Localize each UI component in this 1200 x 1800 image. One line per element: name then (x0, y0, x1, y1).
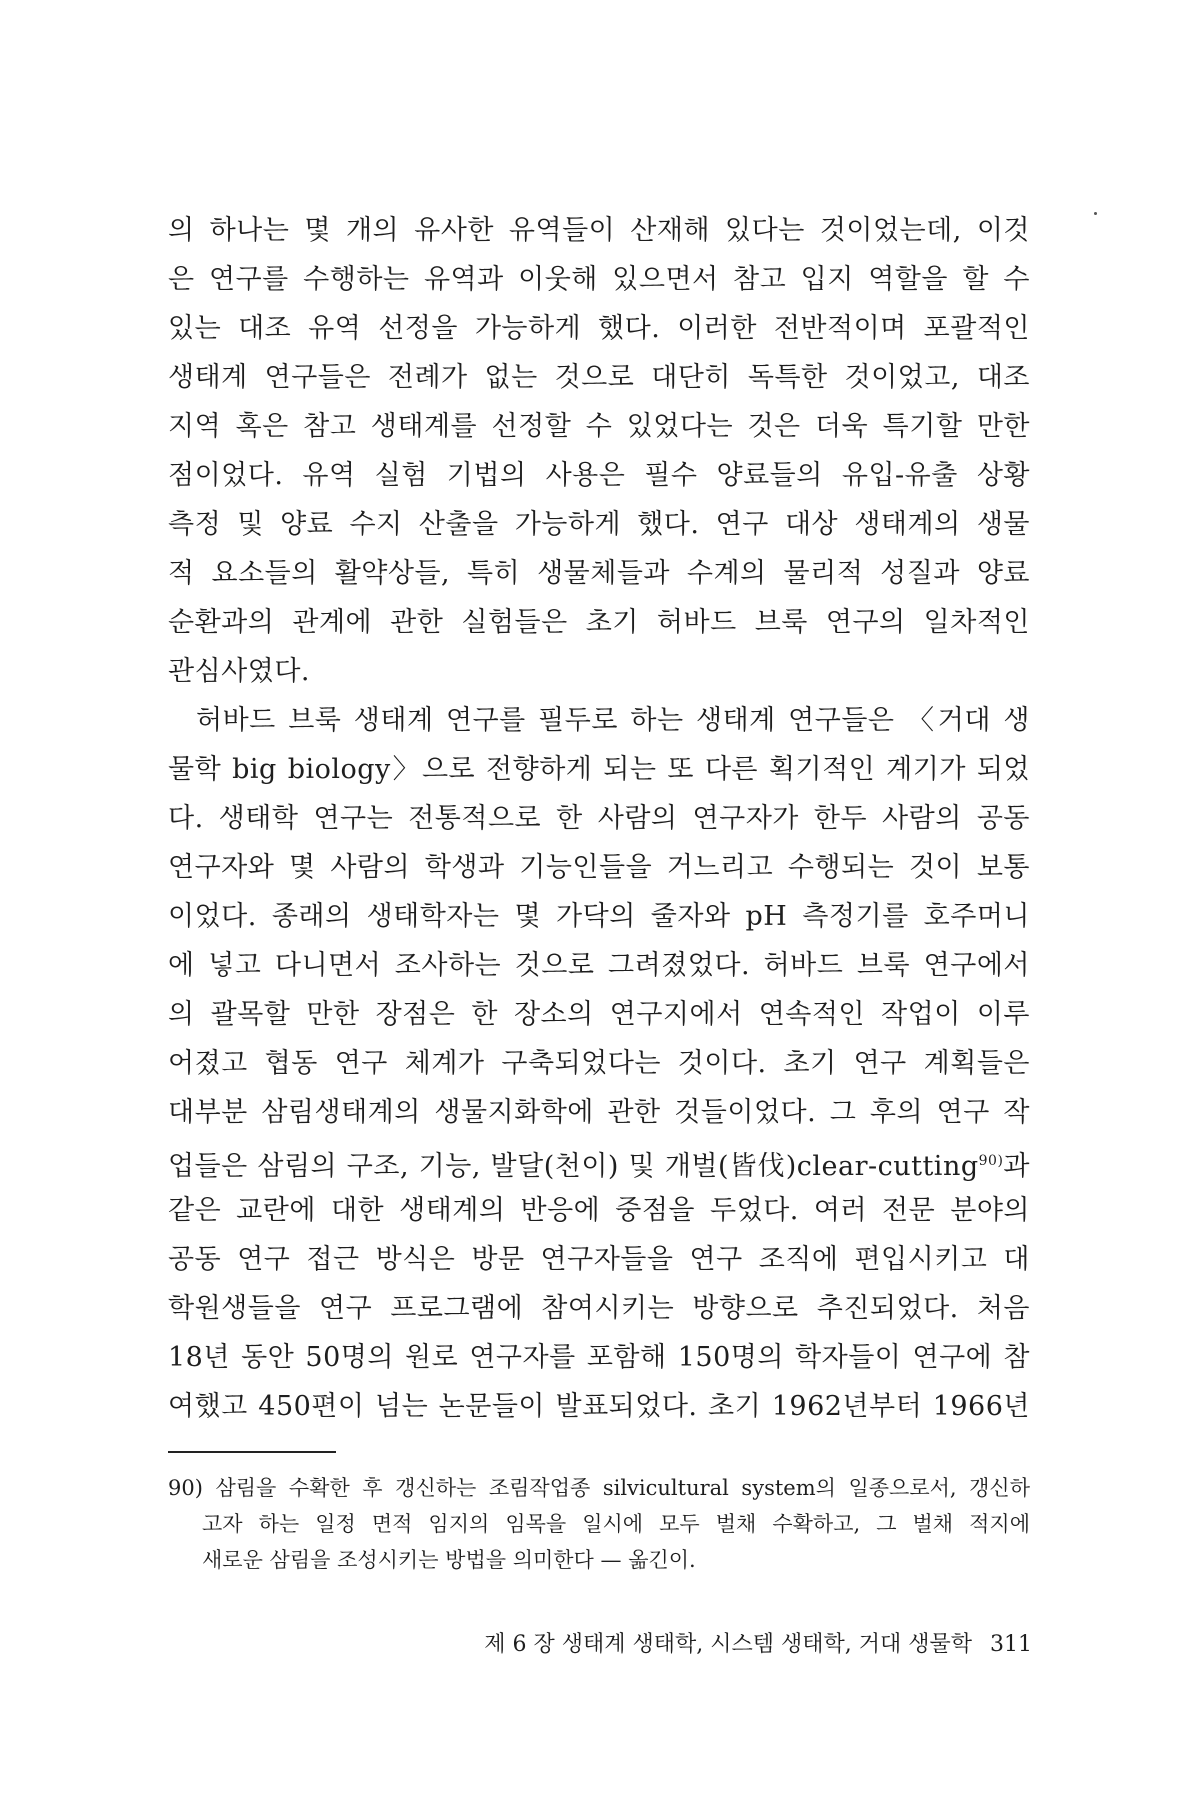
body-line-with-footnote-ref (168, 1137, 1030, 1186)
body-line: 의 괄목할 만한 장점은 한 장소의 연구지에서 연속적인 작업이 이루 (168, 999, 1030, 1030)
body-line-text: 업들은 삼림의 구조, 기능, 발달(천이) 및 개벌(皆伐)clear-cutting (168, 1151, 979, 1182)
footnote-reference: 90) (978, 1153, 1004, 1169)
body-line: 의 하나는 몇 개의 유사한 유역들이 산재해 있다는 것이었는데, 이것 (168, 215, 1030, 246)
footnote-divider (168, 1451, 336, 1453)
body-text (168, 206, 1030, 1431)
body-line: 이었다. 종래의 생태학자는 몇 가닥의 줄자와 pH 측정기를 호주머니 (168, 901, 1030, 932)
body-line: 학원생들을 연구 프로그램에 참여시키는 방향으로 추진되었다. 처음 (168, 1293, 1030, 1324)
running-title: 제 6 장 생태계 생태학, 시스템 생태학, 거대 생물학 (484, 1632, 972, 1657)
footnote-line: 90) 삼림을 수확한 후 갱신하는 조림작업종 silvicultural system의 일종으로서, 갱신하 (168, 1476, 1030, 1500)
body-line: 대부분 삼림생태계의 생물지화학에 관한 것들이었다. 그 후의 연구 작 (168, 1097, 1030, 1128)
body-line: 점이었다. 유역 실험 기법의 사용은 필수 양료들의 유입-유출 상황 (168, 460, 1030, 491)
body-line: 18년 동안 50명의 원로 연구자를 포함해 150명의 학자들이 연구에 참 (168, 1342, 1030, 1373)
running-footer (484, 1630, 1032, 1660)
body-line: 물학 big biology〉으로 전향하게 되는 또 다른 획기적인 계기가 되었 (168, 754, 1030, 785)
page-number: 311 (990, 1632, 1032, 1657)
footnote (168, 1470, 1030, 1578)
body-line: 순환과의 관계에 관한 실험들은 초기 허바드 브룩 연구의 일차적인 (168, 607, 1030, 638)
footnote-line: 새로운 삼림을 조성시키는 방법을 의미한다 — 옮긴이. (202, 1548, 696, 1572)
body-line: 어졌고 협동 연구 체계가 구축되었다는 것이다. 초기 연구 계획들은 (168, 1048, 1030, 1079)
stray-ink-mark (1094, 212, 1097, 215)
body-line: 적 요소들의 활약상들, 특히 생물체들과 수계의 물리적 성질과 양료 (168, 558, 1030, 589)
body-line: 측정 및 양료 수지 산출을 가능하게 했다. 연구 대상 생태계의 생물 (168, 509, 1030, 540)
body-line: 지역 혹은 참고 생태계를 선정할 수 있었다는 것은 더욱 특기할 만한 (168, 411, 1030, 442)
body-line-text: 과 (1003, 1151, 1030, 1182)
body-line: 생태계 연구들은 전례가 없는 것으로 대단히 독특한 것이었고, 대조 (168, 362, 1030, 393)
paragraph-last-line: 관심사였다. (168, 656, 310, 687)
body-line: 여했고 450편이 넘는 논문들이 발표되었다. 초기 1962년부터 1966년 (168, 1391, 1030, 1422)
footnote-line: 고자 하는 일정 면적 임지의 임목을 일시에 모두 벌채 수확하고, 그 벌채 적지에 (202, 1512, 1030, 1536)
body-line: 같은 교란에 대한 생태계의 반응에 중점을 두었다. 여러 전문 분야의 (168, 1195, 1030, 1226)
body-line: 공동 연구 접근 방식은 방문 연구자들을 연구 조직에 편입시키고 대 (168, 1244, 1030, 1275)
body-line: 다. 생태학 연구는 전통적으로 한 사람의 연구자가 한두 사람의 공동 (168, 803, 1030, 834)
body-line: 은 연구를 수행하는 유역과 이웃해 있으면서 참고 입지 역할을 할 수 (168, 264, 1030, 295)
body-line: 있는 대조 유역 선정을 가능하게 했다. 이러한 전반적이며 포괄적인 (168, 313, 1030, 344)
paragraph-first-line: 허바드 브룩 생태계 연구를 필두로 하는 생태계 연구들은 〈거대 생 (196, 705, 1030, 736)
body-line: 연구자와 몇 사람의 학생과 기능인들을 거느리고 수행되는 것이 보통 (168, 852, 1030, 883)
body-line: 에 넣고 다니면서 조사하는 것으로 그려졌었다. 허바드 브룩 연구에서 (168, 950, 1030, 981)
